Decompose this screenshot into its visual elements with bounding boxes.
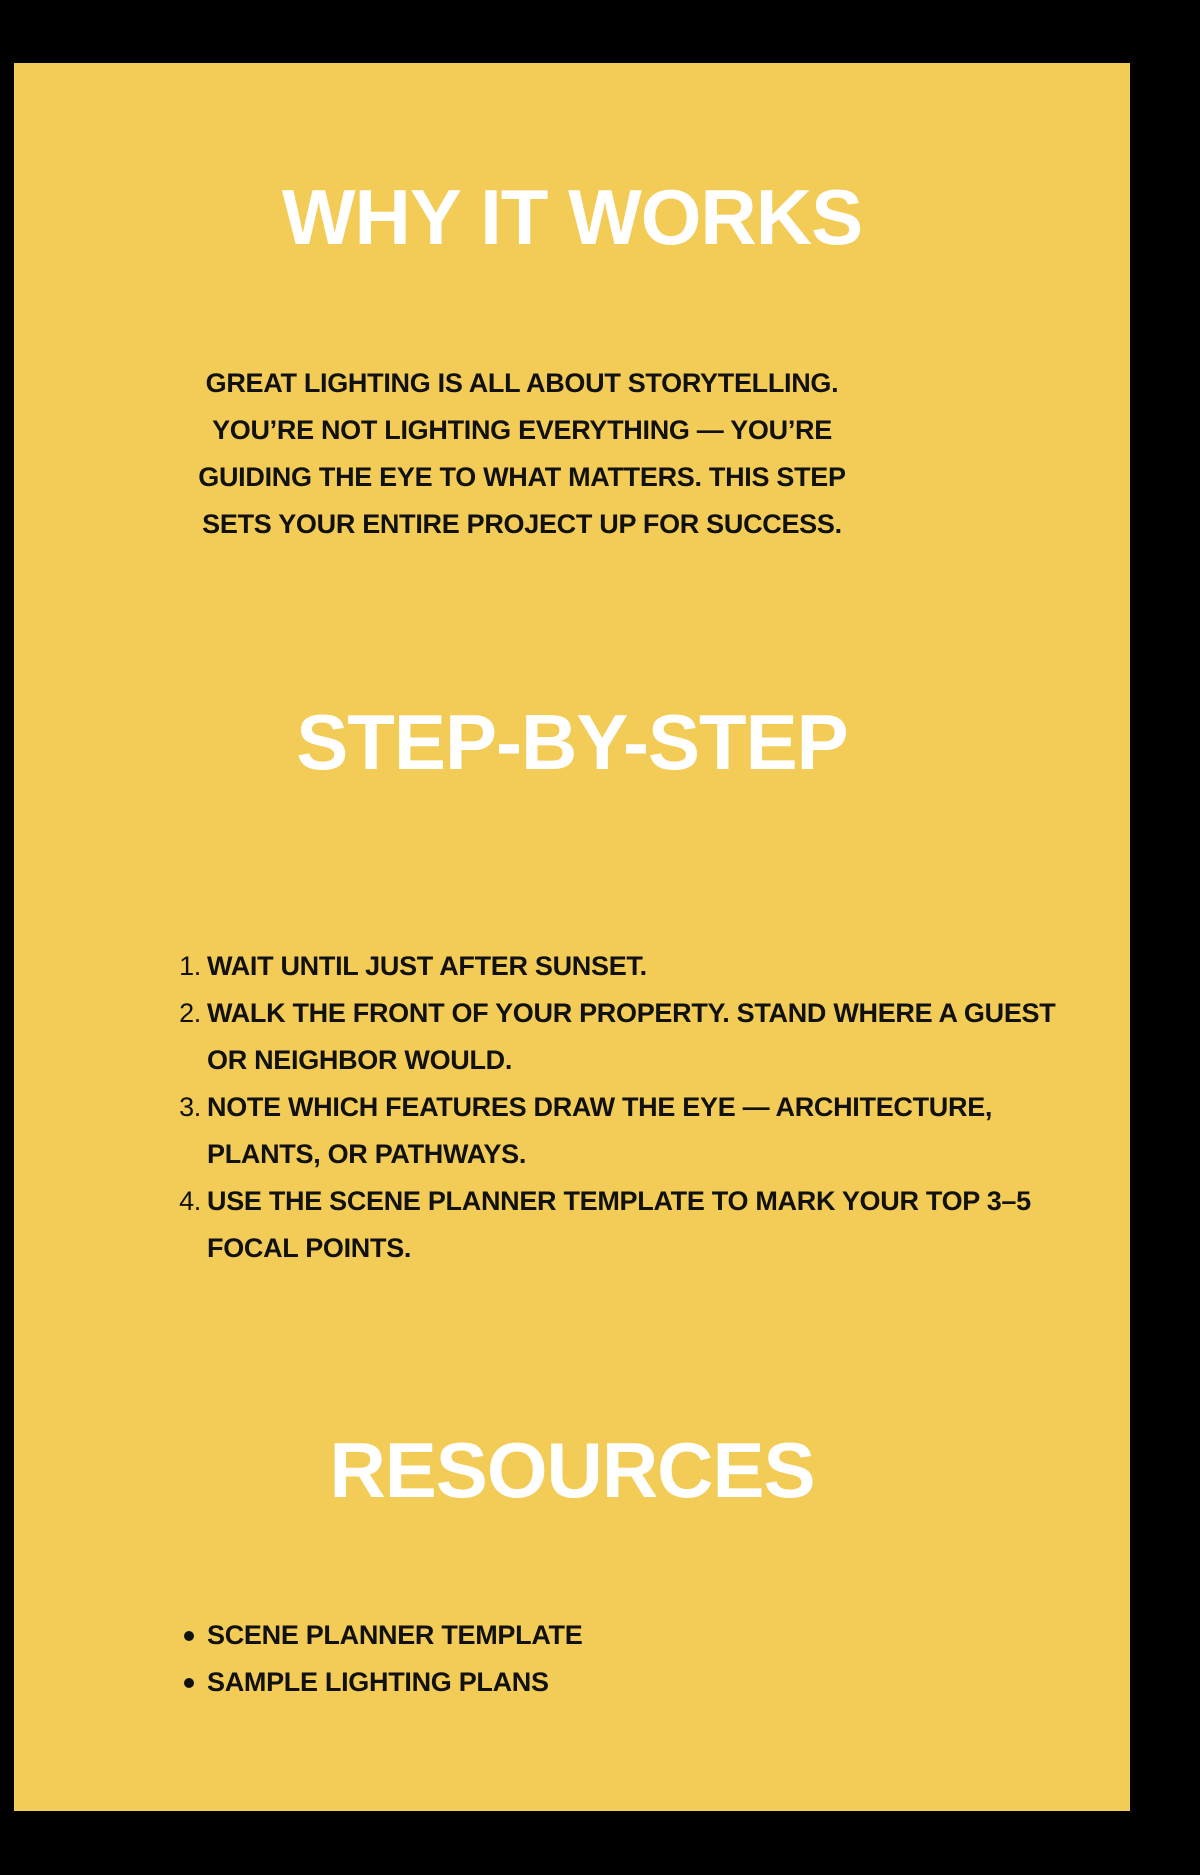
step-item	[157, 1178, 1087, 1272]
step-by-step-heading: STEP-BY-STEP	[296, 698, 848, 786]
resource-text: SCENE PLANNER TEMPLATE	[207, 1620, 583, 1650]
step-item	[157, 1084, 1087, 1178]
resource-text: SAMPLE LIGHTING PLANS	[207, 1667, 549, 1697]
resources-list	[157, 1612, 857, 1706]
why-it-works-heading: WHY IT WORKS	[281, 173, 863, 261]
resource-item	[157, 1659, 857, 1706]
step-text: WALK THE FRONT OF YOUR PROPERTY. STAND WHERE A GUEST OR NEIGHBOR WOULD.	[207, 998, 1056, 1075]
step-number: 1.	[179, 951, 201, 981]
resource-item	[157, 1612, 857, 1659]
step-number: 4.	[179, 1186, 201, 1216]
step-text: NOTE WHICH FEATURES DRAW THE EYE — ARCHITECTURE, PLANTS, OR PATHWAYS.	[207, 1092, 993, 1169]
resources-heading: RESOURCES	[329, 1426, 815, 1514]
step-number: 3.	[179, 1092, 201, 1122]
step-text: USE THE SCENE PLANNER TEMPLATE TO MARK YOUR TOP 3–5 FOCAL POINTS.	[207, 1186, 1031, 1263]
steps-list	[157, 943, 1087, 1272]
bullet-icon	[184, 1678, 194, 1688]
step-item	[157, 943, 1087, 990]
step-number: 2.	[179, 998, 201, 1028]
step-text: WAIT UNTIL JUST AFTER SUNSET.	[207, 951, 647, 981]
bullet-icon	[184, 1631, 194, 1641]
step-item	[157, 990, 1087, 1084]
content-panel	[14, 63, 1130, 1811]
why-it-works-text: GREAT LIGHTING IS ALL ABOUT STORYTELLING. YOU’RE NOT LIGHTING EVERYTHING — YOU’RE GUIDING THE EYE TO WHAT MATTERS. THIS STEP SETS YOUR ENTIRE PROJECT UP FOR SUCCESS.	[198, 368, 846, 539]
